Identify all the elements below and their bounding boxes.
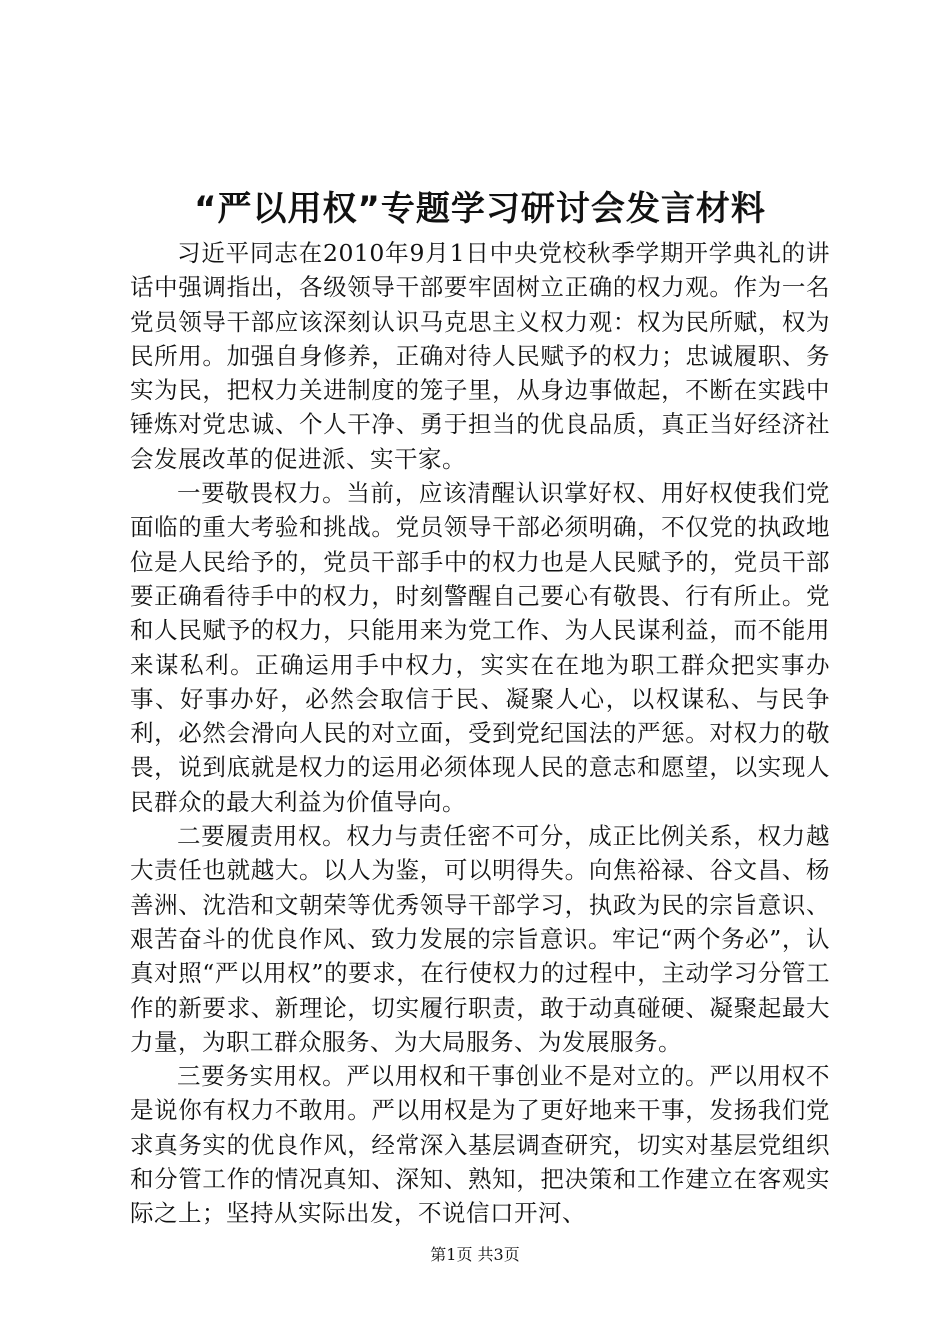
paragraph-pragmatic-use: 三要务实用权。严以用权和干事创业不是对立的。严以用权不是说你有权力不敢用。严以用权是为了更好地来干事，发扬我们党求真务实的优良作风，经常深入基层调查研究，切实对基层党组织和分管工作的情况真知、深知、熟知，把决策和工作建立在客观实际之上；坚持从实际出发，不说信口开河、 xyxy=(130,1062,830,1228)
paragraph-intro: 习近平同志在2010年9月1日中央党校秋季学期开学典礼的讲话中强调指出，各级领导干部要牢固树立正确的权力观。作为一名党员领导干部应该深刻认识马克思主义权力观：权为民所赋，权为民所用。加强自身修养，正确对待人民赋予的权力；忠诚履职、务实为民，把权力关进制度的笼子里，从身边事做起，不断在实践中锤炼对党忠诚、个人干净、勇于担当的优良品质，真正当好经济社会发展改革的促进派、实干家。 xyxy=(130,239,830,473)
paragraph-revere-power: 一要敬畏权力。当前，应该清醒认识掌好权、用好权使我们党面临的重大考验和挑战。党员领导干部必须明确，不仅党的执政地位是人民给予的，党员干部手中的权力也是人民赋予的，党员干部要正确看待手中的权力，时刻警醒自己要心有敬畏、行有所止。党和人民赋予的权力，只能用来为党工作、为人民谋利益，而不能用来谋私利。正确运用手中权力，实实在在地为职工群众把实事办事、好事办好，必然会取信于民、凝聚人心，以权谋私、与民争利，必然会滑向人民的对立面，受到党纪国法的严惩。对权力的敬畏，说到底就是权力的运用必须体现人民的意志和愿望，以实现人民群众的最大利益为价值导向。 xyxy=(130,479,830,816)
document-title: “严以用权”专题学习研讨会发言材料 xyxy=(194,189,766,229)
paragraph-responsible-use: 二要履责用权。权力与责任密不可分，成正比例关系，权力越大责任也就越大。以人为鉴，可以明得失。向焦裕禄、谷文昌、杨善洲、沈浩和文朝荣等优秀领导干部学习，执政为民的宗旨意识、艰苦奋斗的优良作风、致力发展的宗旨意识。牢记“两个务必”，认真对照“严以用权”的要求，在行使权力的过程中，主动学习分管工作的新要求、新理论，切实履行职责，敢于动真碰硬、凝聚起最大力量，为职工群众服务、为大局服务、为发展服务。 xyxy=(130,822,830,1056)
document-body xyxy=(130,236,830,1231)
page-number-footer: 第1页 共3页 xyxy=(430,1245,520,1264)
